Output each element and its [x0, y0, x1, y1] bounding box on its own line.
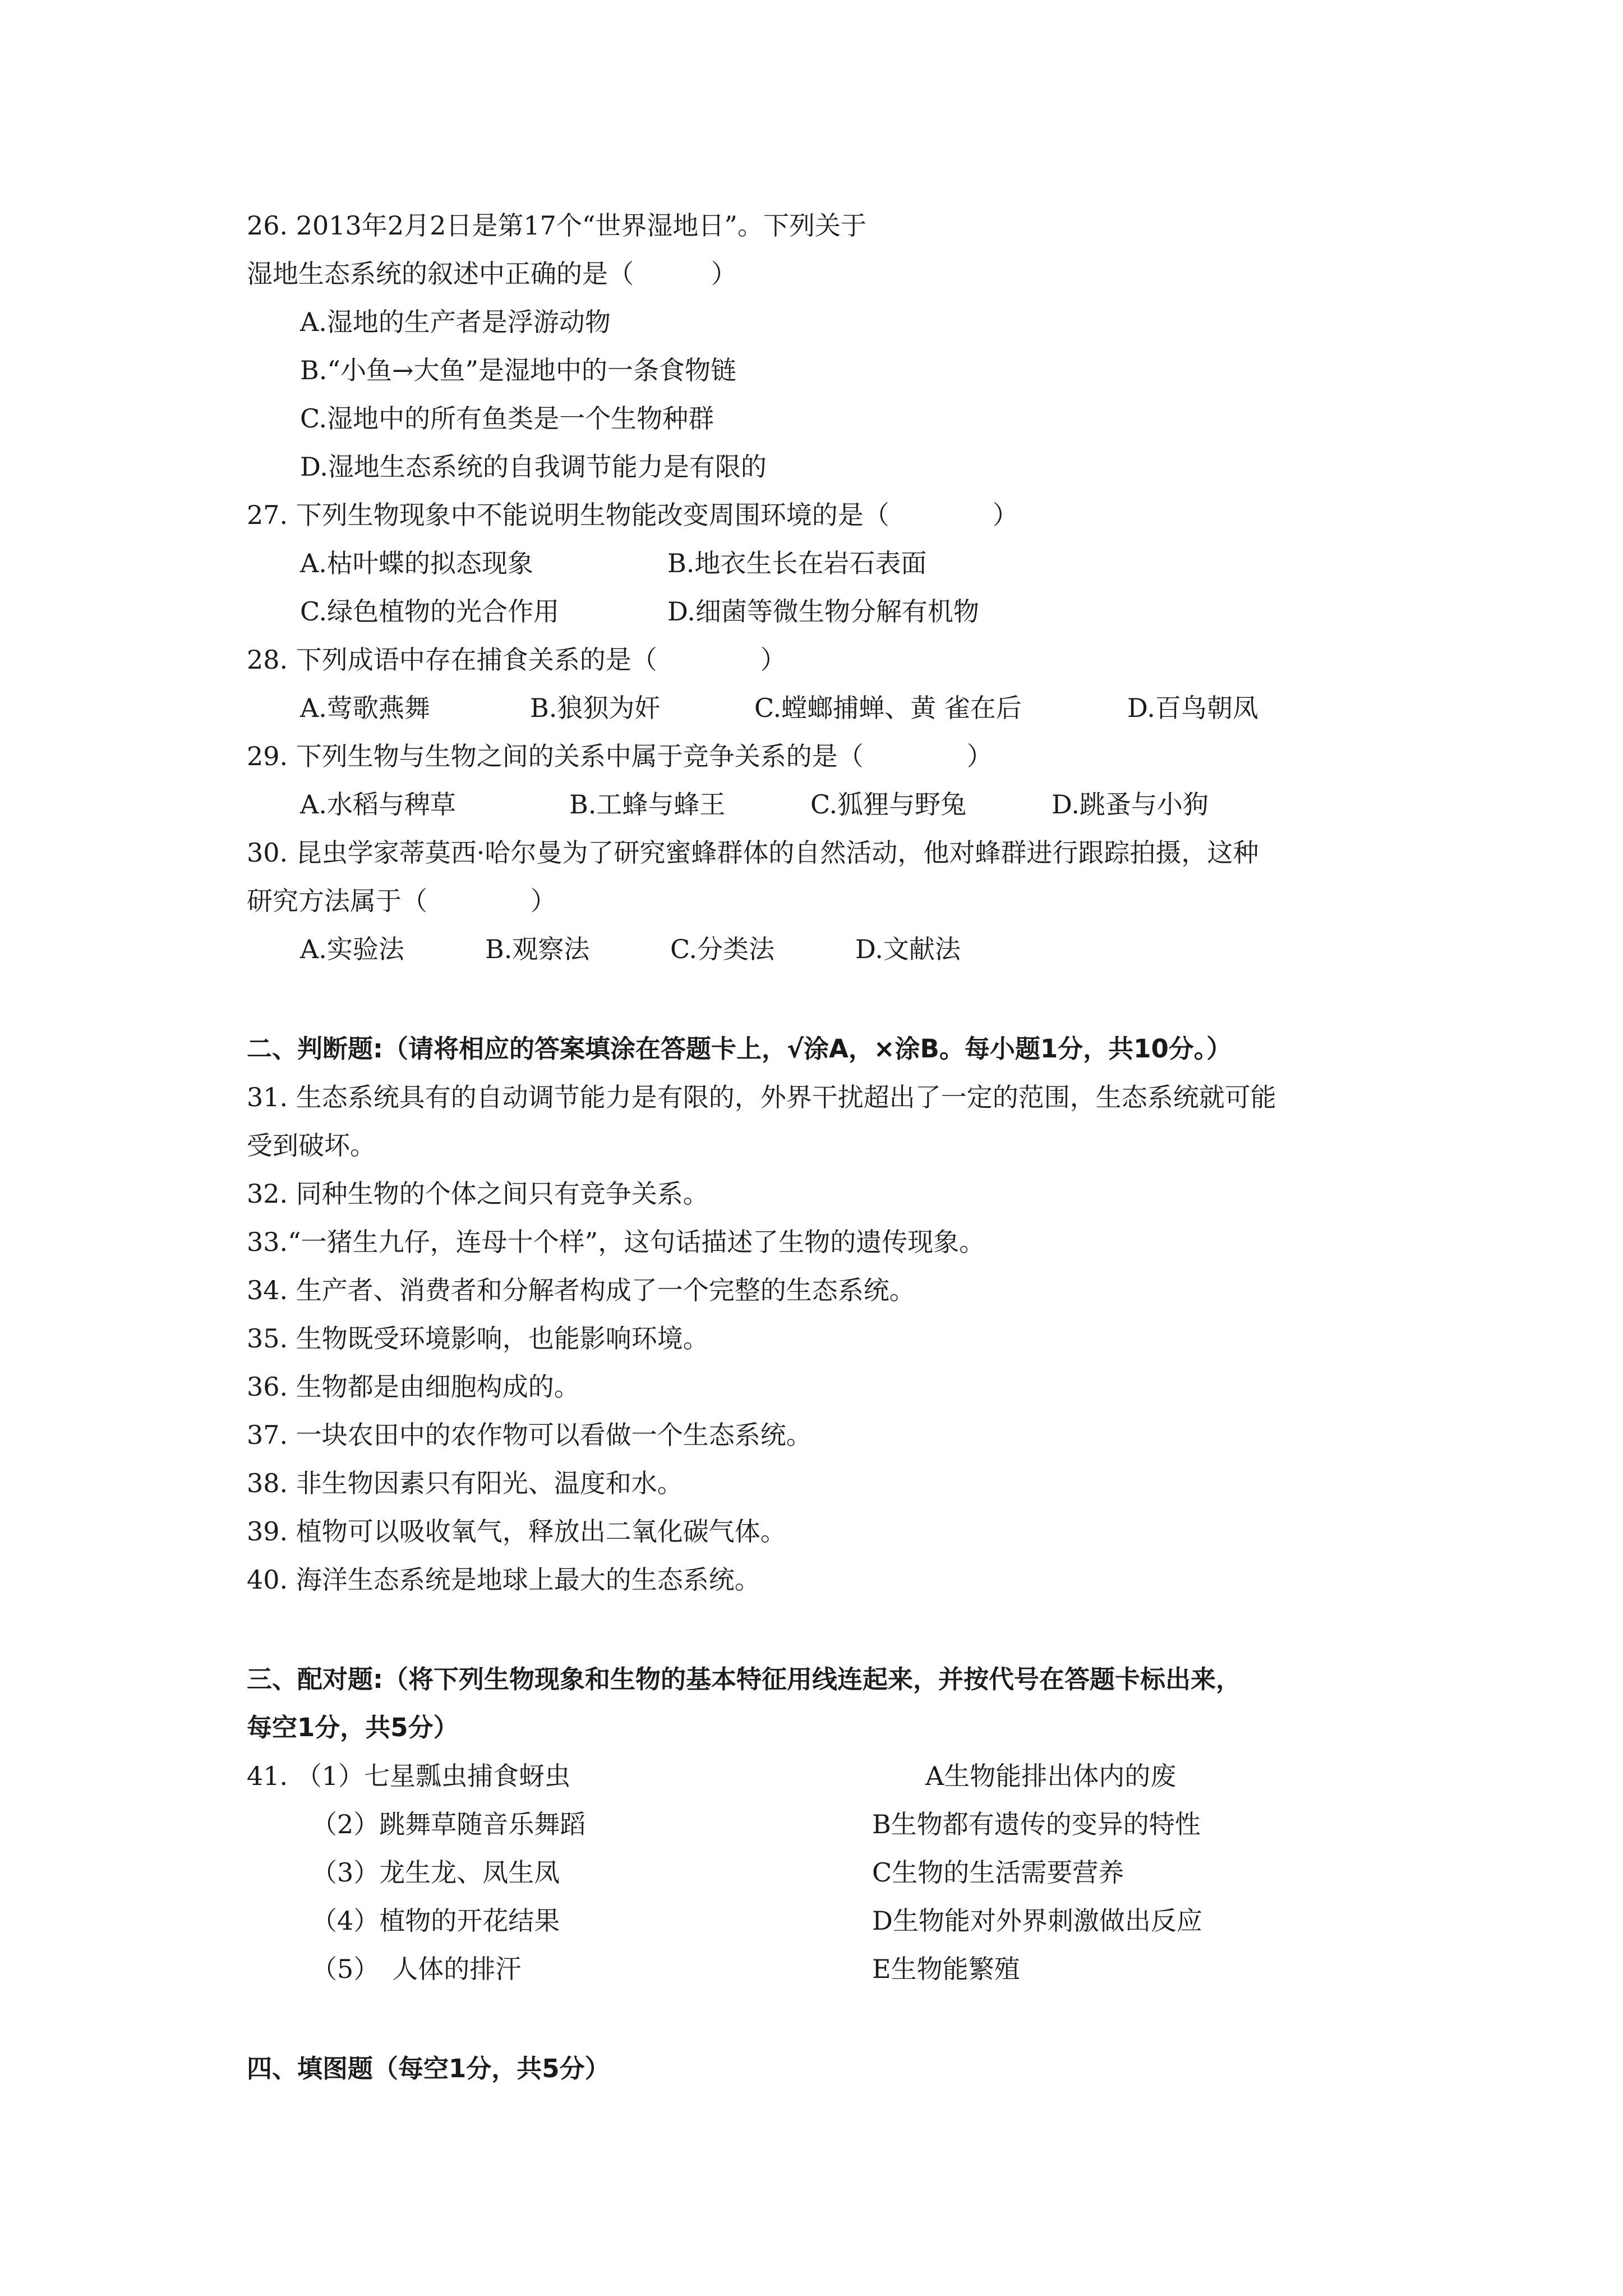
q34: 34. 生产者、消费者和分解者构成了一个完整的生态系统。 — [247, 1275, 915, 1305]
match-right-item: B生物都有遗传的变异的特性 — [872, 1809, 1201, 1839]
q30-option-b: B.观察法 — [485, 934, 590, 964]
q26-option-b: B.“小鱼→大鱼”是湿地中的一条食物链 — [300, 355, 737, 385]
q26-option-c: C.湿地中的所有鱼类是一个生物种群 — [300, 403, 714, 434]
q30-option-a: A.实验法 — [300, 934, 404, 964]
q26-stem-line2: 湿地生态系统的叙述中正确的是（ ） — [247, 259, 737, 289]
match-left-item: 41. （1）七星瓢虫捕食蚜虫 — [247, 1761, 571, 1791]
q28-stem: 28. 下列成语中存在捕食关系的是（ ） — [247, 645, 786, 675]
q30-option-d: D.文献法 — [855, 934, 961, 964]
q39: 39. 植物可以吸收氧气，释放出二氧化碳气体。 — [247, 1516, 786, 1547]
q28-option-b: B.狼狈为奸 — [530, 693, 661, 723]
q40: 40. 海洋生态系统是地球上最大的生态系统。 — [247, 1565, 760, 1595]
section2-heading: 二、判断题:（请将相应的答案填涂在答题卡上，√涂A，×涂B。每小题1分，共10分。） — [247, 1034, 1232, 1064]
section4-heading: 四、填图题（每空1分，共5分） — [247, 2054, 610, 2083]
q27-option-b: B.地衣生长在岩石表面 — [667, 548, 927, 578]
q30-stem-line1: 30. 昆虫学家蒂莫西·哈尔曼为了研究蜜蜂群体的自然活动，他对蜂群进行跟踪拍摄，这种 — [247, 838, 1259, 868]
q31-line1: 31. 生态系统具有的自动调节能力是有限的，外界干扰超出了一定的范围，生态系统就可能 — [247, 1082, 1276, 1112]
q27-option-c: C.绿色植物的光合作用 — [300, 596, 560, 627]
section3-heading-line2: 每空1分，共5分） — [247, 1713, 459, 1742]
q26-option-a: A.湿地的生产者是浮游动物 — [300, 307, 611, 337]
q29-option-a: A.水稻与稗草 — [300, 789, 456, 820]
q29-option-b: B.工蜂与蜂王 — [569, 789, 726, 820]
match-right-item: A生物能排出体内的废 — [925, 1761, 1177, 1791]
q28-option-a: A.莺歌燕舞 — [300, 693, 430, 723]
q31-line2: 受到破坏。 — [247, 1130, 376, 1161]
q32: 32. 同种生物的个体之间只有竞争关系。 — [247, 1179, 709, 1209]
q26-stem-line1: 26. 2013年2月2日是第17个“世界湿地日”。下列关于 — [247, 210, 866, 241]
q36: 36. 生物都是由细胞构成的。 — [247, 1372, 580, 1402]
q29-stem: 29. 下列生物与生物之间的关系中属于竞争关系的是（ ） — [247, 741, 993, 771]
q26-option-d: D.湿地生态系统的自我调节能力是有限的 — [300, 452, 767, 482]
match-left-item: （5） 人体的排汗 — [311, 1954, 522, 1984]
q29-option-d: D.跳蚤与小狗 — [1052, 789, 1209, 820]
q35: 35. 生物既受环境影响，也能影响环境。 — [247, 1323, 709, 1354]
match-left-item: （3）龙生龙、凤生凤 — [311, 1857, 560, 1888]
q38: 38. 非生物因素只有阳光、温度和水。 — [247, 1468, 683, 1498]
match-right-item: E生物能繁殖 — [872, 1954, 1020, 1984]
match-left-item: （4）植物的开花结果 — [311, 1906, 560, 1936]
q37: 37. 一块农田中的农作物可以看做一个生态系统。 — [247, 1420, 812, 1450]
q27-option-a: A.枯叶蝶的拟态现象 — [300, 548, 533, 578]
q29-option-c: C.狐狸与野兔 — [810, 789, 967, 820]
q28-option-c: C.螳螂捕蝉、黄 雀在后 — [754, 693, 1022, 723]
match-right-item: C生物的生活需要营养 — [872, 1857, 1124, 1888]
q27-option-d: D.细菌等微生物分解有机物 — [667, 596, 979, 627]
match-left-item: （2）跳舞草随音乐舞蹈 — [311, 1809, 586, 1839]
match-right-item: D生物能对外界刺激做出反应 — [872, 1906, 1202, 1936]
q33: 33.“一猪生九仔，连母十个样”，这句话描述了生物的遗传现象。 — [247, 1227, 985, 1257]
q30-stem-line2: 研究方法属于（ ） — [247, 886, 556, 916]
q30-option-c: C.分类法 — [670, 934, 775, 964]
q27-stem: 27. 下列生物现象中不能说明生物能改变周围环境的是（ ） — [247, 500, 1018, 530]
q28-option-d: D.百鸟朝凤 — [1127, 693, 1258, 723]
section3-heading-line1: 三、配对题:（将下列生物现象和生物的基本特征用线连起来，并按代号在答题卡标出来， — [247, 1664, 1241, 1694]
